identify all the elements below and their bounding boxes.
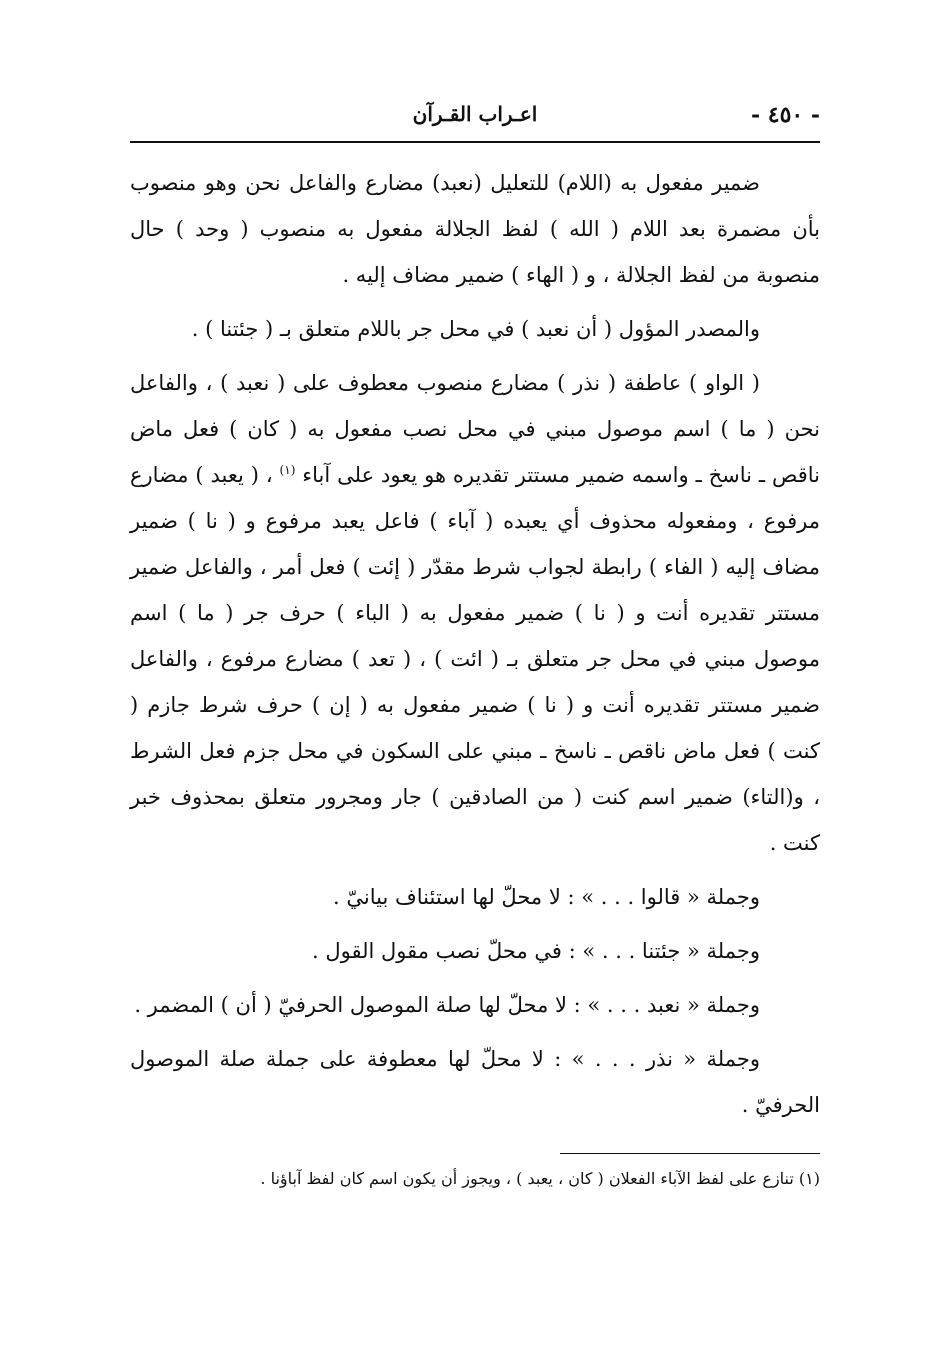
paragraph-2: والمصدر المؤول ( أن نعبد ) في محل جر باللام متعلق بـ ( جئتنا ) . xyxy=(191,317,760,341)
header-rule xyxy=(130,141,820,143)
paragraph-3-part-b: ، ( يعبد ) مضارع مرفوع ، ومفعوله محذوف أي يعبده ( آباء ) فاعل يعبد مرفوع و ( نا ) ضمير مضاف إليه ( الفاء ) رابطة لجواب شرط مقدّر ( إئت ) فعل أمر ، والفاعل ضمير مستتر تقديره أنت و ( نا ) ضمير مفعول به ( الباء ) حرف جر ( ما ) اسم موصول مبني في محل جر متعلق بـ ( ائت ) ، ( تعد ) مضارع مرفوع ، والفاعل ضمير مستتر تقديره أنت و ( نا ) ضمير مفعول به ( إن ) حرف شرط جازم ( كنت ) فعل ماض ناقص ـ ناسخ ـ مبني على السكون في محل جزم فعل الشرط ، و(التاء) ضمير اسم كنت ( من الصادقين ) جار ومجرور متعلق بمحذوف خبر كنت . xyxy=(130,463,820,855)
paragraph-3-part-a: ( الواو ) عاطفة ( نذر ) مضارع منصوب معطوف على ( نعبد ) ، والفاعل نحن ( ما ) اسم موصول مبني في محل نصب مفعول به ( كان ) فعل ماض ناقص ـ ناسخ ـ واسمه ضمير مستتر تقديره هو يعود على آباء xyxy=(130,371,820,487)
paragraph-4: وجملة « قالوا . . . » : لا محلّ لها استئناف بيانيّ . xyxy=(333,885,760,909)
paragraph-6: وجملة « نعبد . . . » : لا محلّ لها صلة الموصول الحرفيّ ( أن ) المضمر . xyxy=(134,993,760,1017)
footnote: (١) تنازع على لفظ الآباء الفعلان ( كان ، يعبد ) ، ويجوز أن يكون اسم كان لفظ آباؤنا . xyxy=(260,1169,820,1188)
paragraph-5: وجملة « جئتنا . . . » : في محلّ نصب مقول القول . xyxy=(312,939,760,963)
footnote-rule xyxy=(560,1153,820,1154)
body-text xyxy=(130,160,820,1136)
footnote-marker[interactable]: (١) xyxy=(279,463,296,477)
paragraph-3 xyxy=(130,360,820,866)
paragraph-1: ضمير مفعول به (اللام) للتعليل (نعبد) مضارع والفاعل نحن وهو منصوب بأن مضمرة بعد اللام ( الله ) لفظ الجلالة مفعول به منصوب ( وحد ) حال منصوبة من لفظ الجلالة ، و ( الهاء ) ضمير مضاف إليه . xyxy=(130,171,820,287)
paragraph-7: وجملة « نذر . . . » : لا محلّ لها معطوفة على جملة صلة الموصول الحرفيّ . xyxy=(130,1047,820,1117)
running-title: اعـراب القـرآن xyxy=(412,102,538,126)
page-number: - ٤٥٠ - xyxy=(750,102,820,128)
page-header xyxy=(130,98,820,138)
